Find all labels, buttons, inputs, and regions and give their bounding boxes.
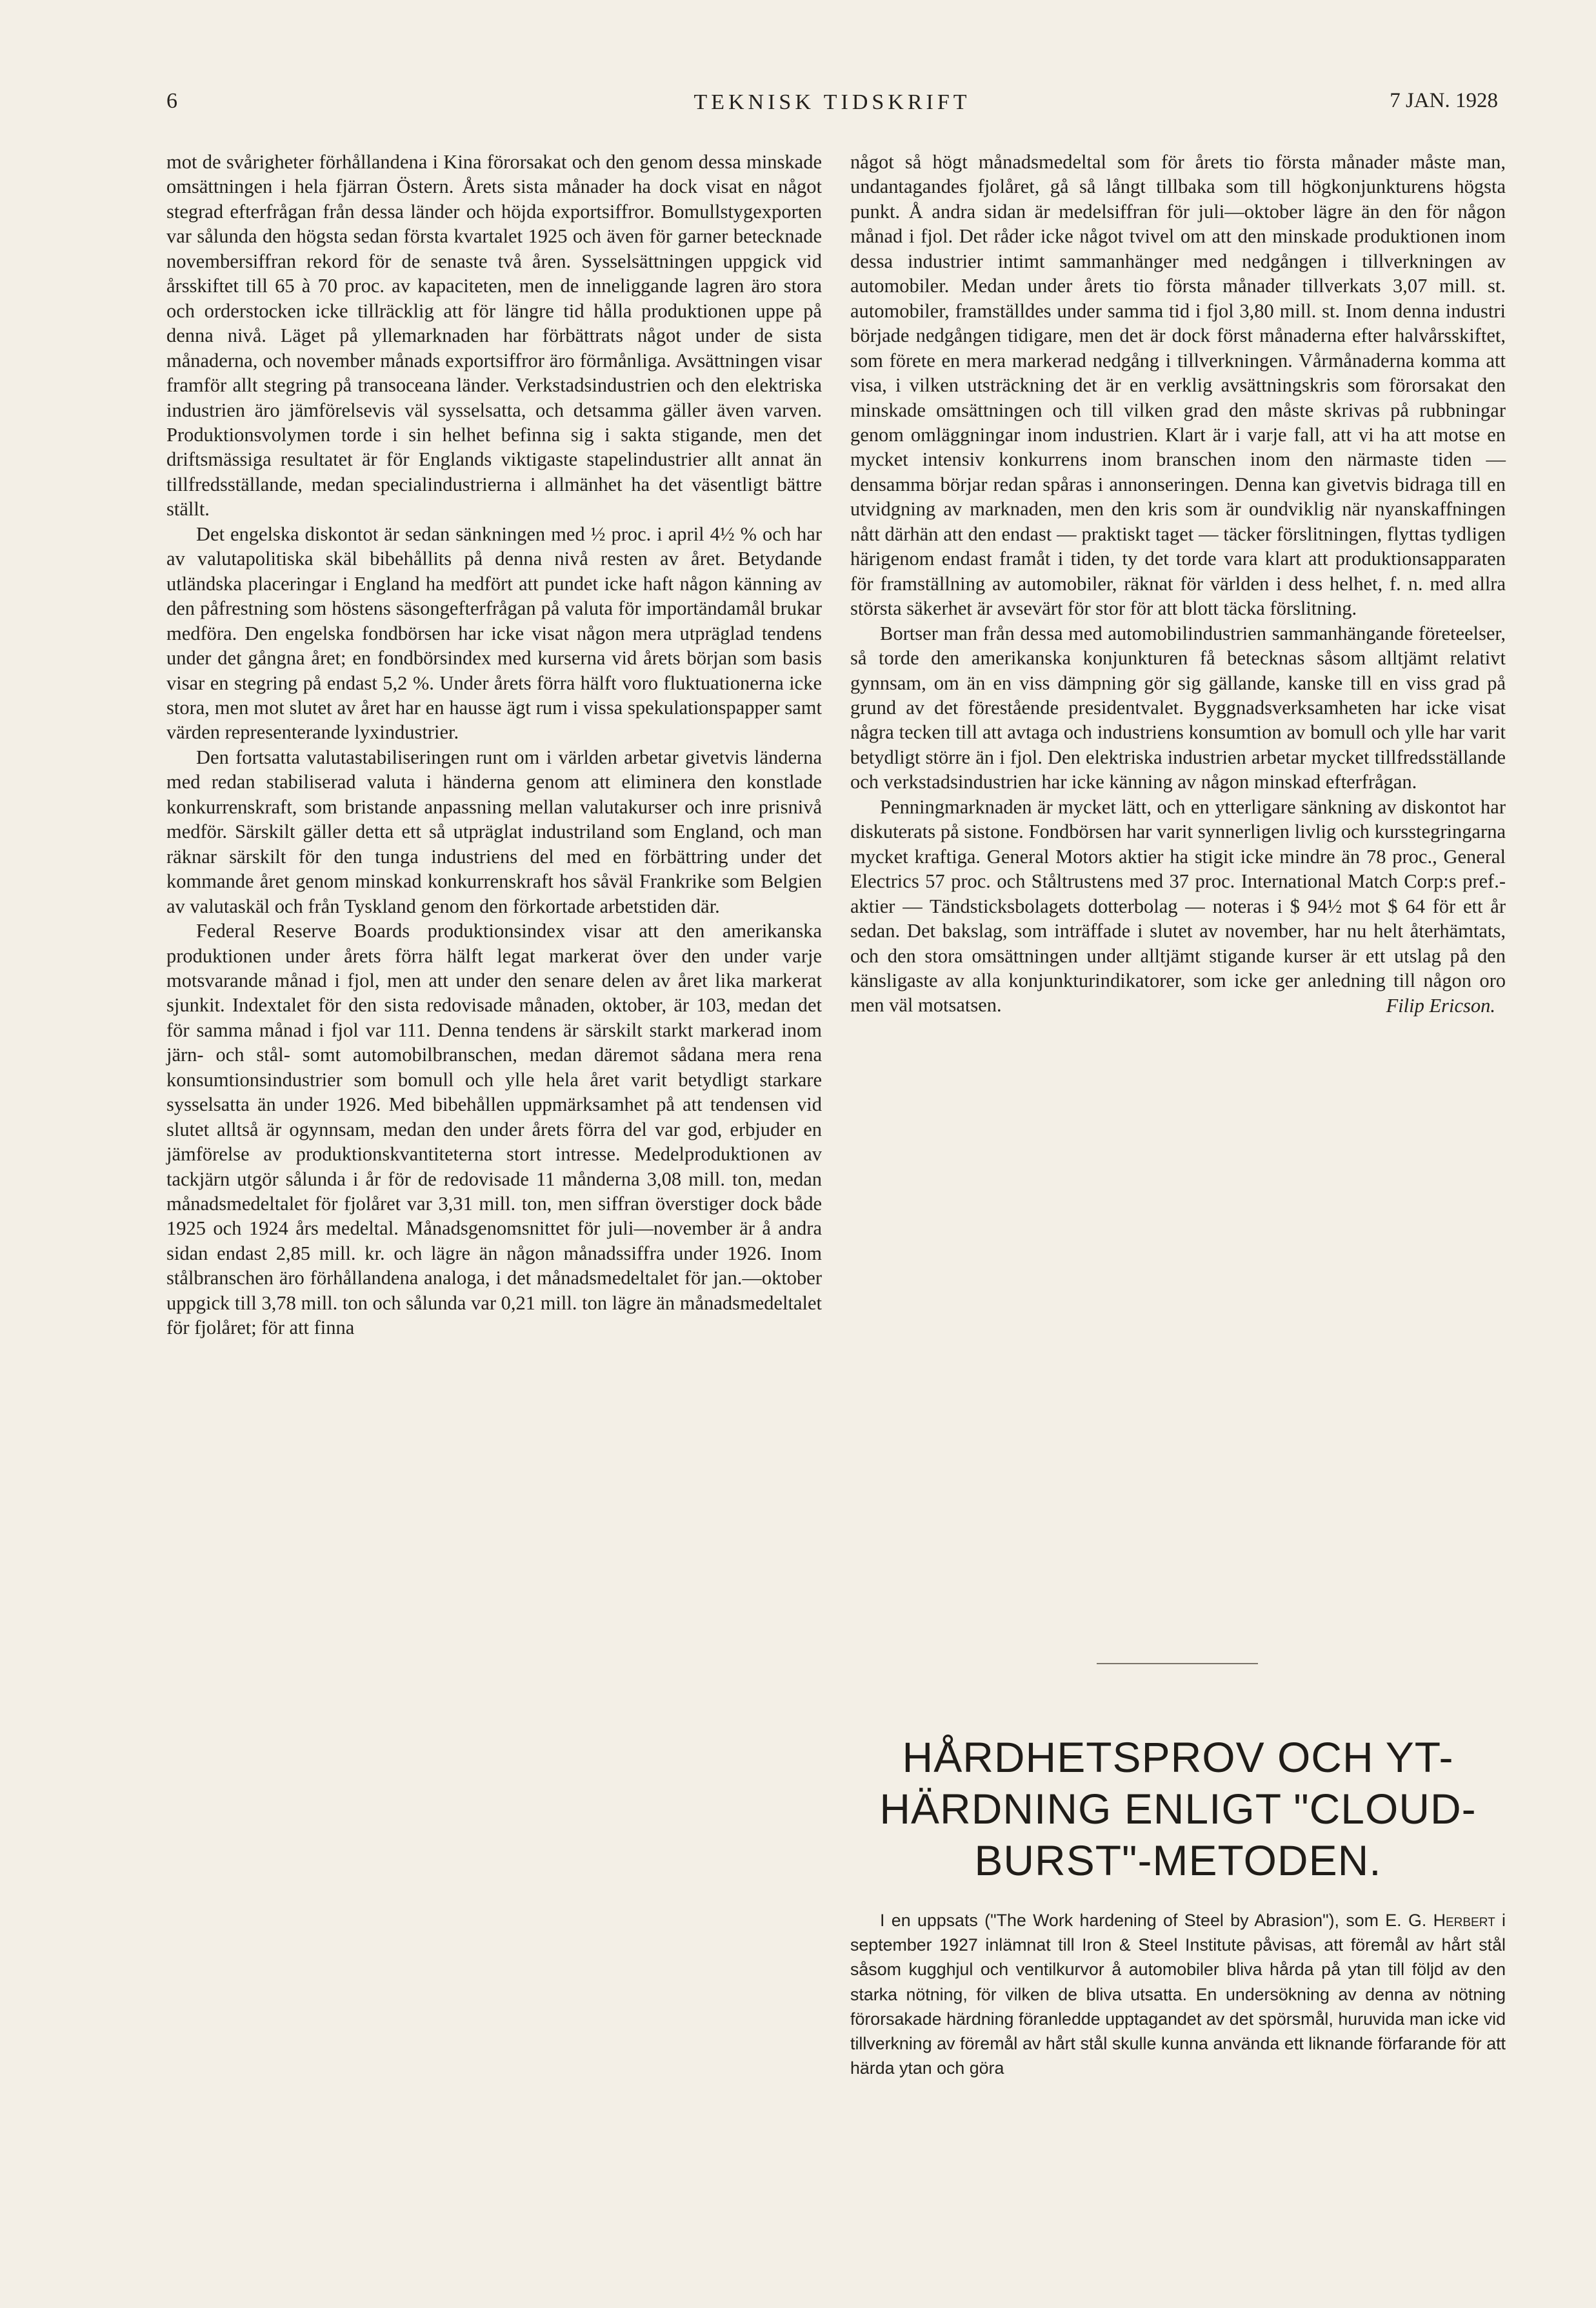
page-number: 6 [166, 89, 177, 113]
right-paragraph-3: Penningmarknaden är mycket lätt, och en ytterligare sänkning av diskontot har diskuterats på sistone. Fondbörsen har varit synnerligen livlig och kursstegringarna mycket kraftiga. General Motors aktier ha stigit icke mindre än 78 proc., General Electrics 57 proc. och Ståltrustens med 37 proc. International Match Corp:s pref.-aktier — Tändsticksbolagets dotterbolag — noteras i $ 94½ mot $ 64 för ett år sedan. Det bakslag, som inträffade i slutet av november, har nu helt återhämtats, och den stora omsättningen under alltjämt stigande kurser är ett utslag på den känsligaste av alla konjunkturindikatorer, som icke ger anledning till någon oro men väl motsatsen. [850, 795, 1506, 1017]
article-paragraph [850, 1908, 1506, 2080]
issue-date [1390, 89, 1498, 113]
section-divider [1097, 1663, 1258, 1664]
journal-title: TEKNISK TIDSKRIFT [693, 90, 971, 114]
author-signature: Filip Ericson. [1386, 994, 1495, 1017]
date-month: JAN. [1405, 89, 1450, 112]
right-column [850, 150, 1506, 1018]
left-paragraph-2: Det engelska diskontot är sedan sänkningen med ½ proc. i april 4½ % och har av valutapolitiska skäl bibehållits på denna nivå resten av året. Betydande utländska placeringar i England ha medfört att pundet icke haft någon känning av den påfrestning som höstens säsongefterfrågan på valuta för importändamål brukar medföra. Den engelska fondbörsen har icke visat någon mera utpräglad tendens under det gångna året; en fondbörsindex med kurserna vid årets början som basis visar en stegring på endast 5,2 %. Under årets förra hälft voro fluktuationerna icke stora, men mot slutet av året har en hausse ägt rum i vissa spekulationspapper samt värden representerande lyxindustrier. [166, 522, 822, 744]
date-year: 1928 [1455, 89, 1498, 112]
headline-line-2: HÄRDNING ENLIGT "CLOUD- [879, 1785, 1477, 1833]
right-paragraph-1: något så högt månadsmedeltal som för årets tio första månader måste man, undantagandes fjolåret, gå så långt tillbaka som till högkonjunkturens högsta punkt. Å andra sidan är medelsiffran för juli—oktober lägre än den för någon månad i fjol. Det råder icke något tvivel om att den minskade produktionen inom dessa industrier intimt sammanhänger med nedgången i tillverkningen av automobiler. Medan under årets tio första månader tillverkats 3,07 mill. st. automobiler, framställdes under samma tid i fjol 3,80 mill. st. Inom denna industri började nedgången tidigare, men det är dock först månaderna efter halvårsskiftet, som förete en mera markerad nedgång i tillverkningen. Vårmånaderna komma att visa, i vilken utsträckning det är en verklig avsättningskris som förorsakat den minskade omsättningen och till vilken grad den måste skrivas på rubbningar genom omläggningar inom industrien. Klart är i varje fall, att vi ha att motse en mycket intensiv konkurrens inom branschen inom den närmaste tiden — densamma börjar redan spåras i annonseringen. Denna kan givetvis bidraga till en utvidgning av marknaden, men den kris som är oundviklig när nyanskaffningen nått därhän att den endast — praktiskt taget — täcker förslitningen, flyttas tydligen härigenom endast framåt i tiden, ty det torde vara klart att produktionsapparaten för framställning av automobiler, räknat för världen i dess helhet, f. n. med allra största säkerhet är avsevärt för stor för att blott täcka förslitning. [850, 151, 1506, 620]
headline-line-3: BURST"-METODEN. [974, 1836, 1382, 1884]
headline-line-1: HÅRDHETSPROV OCH YT- [902, 1733, 1454, 1781]
article-author: Herbert [1433, 1911, 1495, 1930]
left-column [166, 150, 822, 1340]
article-text-start: I en uppsats ("The Work hardening of Steel by Abrasion"), som E. G. [880, 1911, 1433, 1930]
article-body [850, 1908, 1506, 2080]
left-paragraph-3: Den fortsatta valutastabiliseringen runt om i världen arbetar givetvis länderna med redan stabiliserad valuta i händerna genom att eliminera den konstlade konkurrenskraft, som bristande anpassning mellan valutakurser och inre prisnivå medför. Särskilt gäller detta ett så utpräglat industriland som England, och man räknar särskilt för den tunga industriens del med en förbättring under det kommande året genom minskad konkurrenskraft hos såväl Frankrike som Belgien av valutaskäl och från Tyskland genom den förkortade arbetstiden där. [166, 746, 822, 917]
left-paragraph-1: mot de svårigheter förhållandena i Kina förorsakat och den genom dessa minskade omsättningen i hela fjärran Östern. Årets sista månader ha dock visat en något stegrad efterfrågan från dessa länder och höjda exportsiffror. Bomullstygexporten var sålunda den högsta sedan första kvartalet 1925 och även för garner betecknade novembersiffran rekord för de senaste två åren. Sysselsättningen uppgick vid årsskiftet till 65 à 70 proc. av kapaciteten, men de inneliggande lagren äro stora och orderstocken icke tillräcklig att för längre tid hålla produktionen uppe på denna nivå. Läget på yllemarknaden har förbättrats något under de sista månaderna, och november månads exportsiffror äro förmånliga. Avsättningen visar framför allt stegring på transoceana länder. Verkstadsindustrien och den elektriska industrien äro jämförelsevis väl sysselsatta, och detsamma gäller även varven. Produktionsvolymen torde i sin helhet befinna sig i sakta stigande, men det driftsmässiga resultatet är för Englands viktigaste stapelindustrier allt annat än tillfredsställande, medan specialindustrierna i allmänhet ha det väsentligt bättre ställt. [166, 151, 822, 521]
article-text-rest: i september 1927 inlämnat till Iron & Steel Institute påvisas, att föremål av hårt stål såsom kugghjul och ventilkurvor å automobiler bliva hårda på ytan till följd av den starka nötning, för vilken de bliva utsatta. En undersökning av denna av nötning förorsakade härdning föranledde upptagandet av det spörsmål, huruvida man icke vid tillverkning av föremål av hårt stål skulle kunna använda ett liknande förfarande för att härda ytan och göra [850, 1911, 1506, 2078]
date-day: 7 [1390, 89, 1401, 112]
left-paragraph-4: Federal Reserve Boards produktionsindex visar att den amerikanska produktionen under årets förra hälft legat markerat över den under varje motsvarande månad i fjol, men att under den senare delen av året lika markerat sjunkit. Indextalet för den sista redovisade månaden, oktober, är 103, medan det för samma månad i fjol var 111. Denna tendens är särskilt starkt markerad inom järn- och stål- somt automobilbranschen, medan däremot sådana mera rena konsumtionsindustrier som bomull och ylle hela året varit betydligt starkare sysselsatta än under 1926. Med bibehållen uppmärksamhet på att tendensen vid slutet alltså är ogynnsam, medan den under årets förra del var god, erbjuder en jämförelse av produktionskvantiteterna stort intresse. Medelproduktionen av tackjärn utgör sålunda i år för de redovisade 11 månderna 3,08 mill. ton, medan månadsmedeltalet för fjolåret var 3,31 mill. ton, men siffran överstiger dock både 1925 och 1924 års medeltal. Månadsgenomsnittet för juli—november är å andra sidan endast 2,85 mill. kr. och lägre än någon månadssiffra under 1926. Inom stålbranschen äro förhållandena analoga, i det månadsmedeltalet för jan.—oktober uppgick till 3,78 mill. ton och sålunda var 0,21 mill. ton lägre än månadsmedeltalet för fjolåret; för att finna [166, 920, 822, 1339]
page-header [166, 89, 1498, 128]
right-paragraph-2: Bortser man från dessa med automobilindustrien sammanhängande företeelser, så torde den amerikanska konjunkturen få betecknas såsom alltjämt relativt gynnsam, om än en viss dämpning gör sig gällande, kanske till en viss grad på grund av det förestående presidentvalet. Byggnadsverksamheten har icke visat några tecken till att avtaga och industriens konsumtion av bomull och ylle har varit betydligt större än i fjol. Den elektriska industrien arbetar mycket tillfredsställande och verkstadsindustrien har icke känning av någon minskad efterfrågan. [850, 622, 1506, 793]
article-headline [850, 1731, 1506, 1886]
